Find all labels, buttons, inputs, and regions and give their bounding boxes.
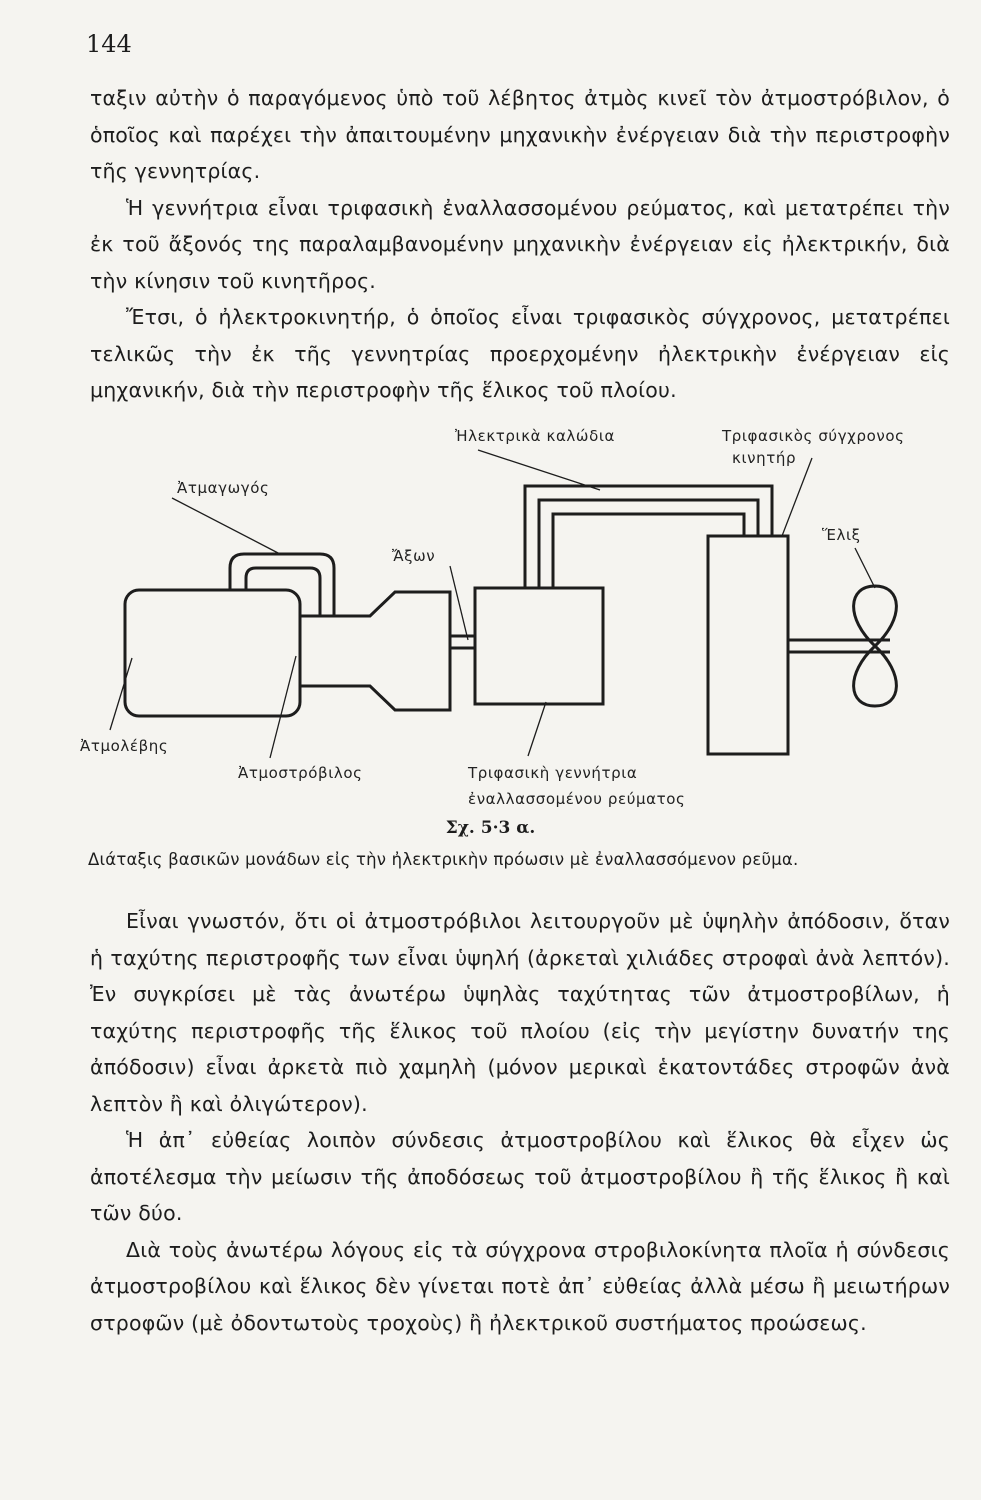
- paragraph: Εἶναι γνωστόν, ὅτι οἱ ἀτμοστρόβιλοι λειτουργοῦν μὲ ὑψηλὴν ἀπόδοσιν, ὅταν ἡ ταχύτης περιστροφῆς των εἶναι ὑψηλή (ἀρκεταὶ χιλιάδες στροφαὶ ἀνὰ λεπτόν). Ἐν συγκρίσει μὲ τὰς ἀνωτέρω ὑψηλὰς ταχύτητας τῶν ἀτμοστροβίλων, ἡ ταχύτης περιστροφῆς τῆς ἕλικος τοῦ πλοίου (εἰς τὴν μεγίστην δυνατήν της ἀπόδοσιν) εἶναι ἀρκετὰ πιὸ χαμηλὴ (μόνον μερικαὶ ἑκατοντάδες στροφῶν ἀνὰ λεπτὸν ἢ καὶ ὀλιγώτερον).: [90, 909, 950, 1116]
- label-shaft: Ἄξων: [392, 547, 436, 565]
- paragraph: Ἡ γεννήτρια εἶναι τριφασικὴ ἐναλλασσομένου ρεύματος, καὶ μετατρέπει τὴν ἐκ τοῦ ἄξονός της παραλαμβανομένην μηχανικὴν ἐνέργειαν εἰς ἠλεκτρικήν, διὰ τὴν κίνησιν τοῦ κινητῆρος.: [90, 195, 950, 293]
- turbine-shape: [300, 592, 450, 710]
- boiler-shape: [125, 590, 300, 716]
- paragraph: ταξιν αὐτὴν ὁ παραγόμενος ὑπὸ τοῦ λέβητος ἀτμὸς κινεῖ τὸν ἀτμοστρόβιλον, ὁ ὁποῖος καὶ παρέχει τὴν ἀπαιτουμένην μηχανικὴν ἐνέργειαν διὰ τὴν περιστροφὴν τῆς γεννητρίας.: [90, 86, 950, 183]
- page-number: 144: [86, 30, 132, 58]
- motor-shape: [708, 536, 788, 754]
- propeller-shape: [854, 586, 897, 706]
- paragraph: Ἡ ἀπ᾽ εὐθείας λοιπὸν σύνδεσις ἀτμοστροβίλου καὶ ἕλικος θὰ εἶχεν ὡς ἀποτέλεσμα τὴν μείωσιν τῆς ἀποδόσεως τοῦ ἀτμοστροβίλου ἢ τῆς ἕλικος ἢ καὶ τῶν δύο.: [90, 1128, 950, 1225]
- label-motor-line1: Τριφασικὸς σύγχρονος: [722, 427, 905, 445]
- label-propeller: Ἕλιξ: [822, 526, 861, 544]
- label-generator-line2: ἐναλλασσομένου ρεύματος: [468, 790, 686, 808]
- label-motor-line2: κινητήρ: [732, 449, 797, 467]
- paragraph: Ἔτσι, ὁ ἠλεκτροκινητήρ, ὁ ὁποῖος εἶναι τριφασικὸς σύγχρονος, μετατρέπει τελικῶς τὴν ἐκ τῆς γεννητρίας προερχομένην ἠλεκτρικὴν ἐνέργειαν εἰς μηχανικήν, διὰ τὴν περιστροφὴν τῆς ἕλικος τοῦ πλοίου.: [90, 305, 950, 402]
- figure-caption: Διάταξις βασικῶν μονάδων εἰς τὴν ἠλεκτρικὴν πρόωσιν μὲ ἐναλλασσόμενον ρεῦμα.: [88, 850, 799, 869]
- figure-number: Σχ. 5·3 α.: [445, 818, 536, 838]
- text-block-bottom: [90, 903, 950, 1341]
- text-block-top: [90, 80, 950, 409]
- label-steam-pipe: Ἀτμαγωγός: [177, 479, 270, 497]
- label-generator-line1: Τριφασικὴ γεννήτρια: [468, 764, 638, 782]
- propulsion-diagram: [70, 418, 970, 838]
- label-boiler: Ἀτμολέβης: [80, 737, 169, 755]
- label-electric-cables: Ἠλεκτρικὰ καλώδια: [455, 427, 616, 445]
- generator-shape: [475, 588, 603, 704]
- label-turbine: Ἀτμοστρόβιλος: [238, 764, 363, 782]
- paragraph: Διὰ τοὺς ἀνωτέρω λόγους εἰς τὰ σύγχρονα στροβιλοκίνητα πλοῖα ἡ σύνδεσις ἀτμοστροβίλου καὶ ἕλικος δὲν γίνεται ποτὲ ἀπ᾽ εὐθείας ἀλλὰ μέσω ἢ μειωτήρων στροφῶν (μὲ ὀδοντωτοὺς τροχοὺς) ἢ ἠλεκτρικοῦ συστήματος προώσεως.: [90, 1237, 950, 1335]
